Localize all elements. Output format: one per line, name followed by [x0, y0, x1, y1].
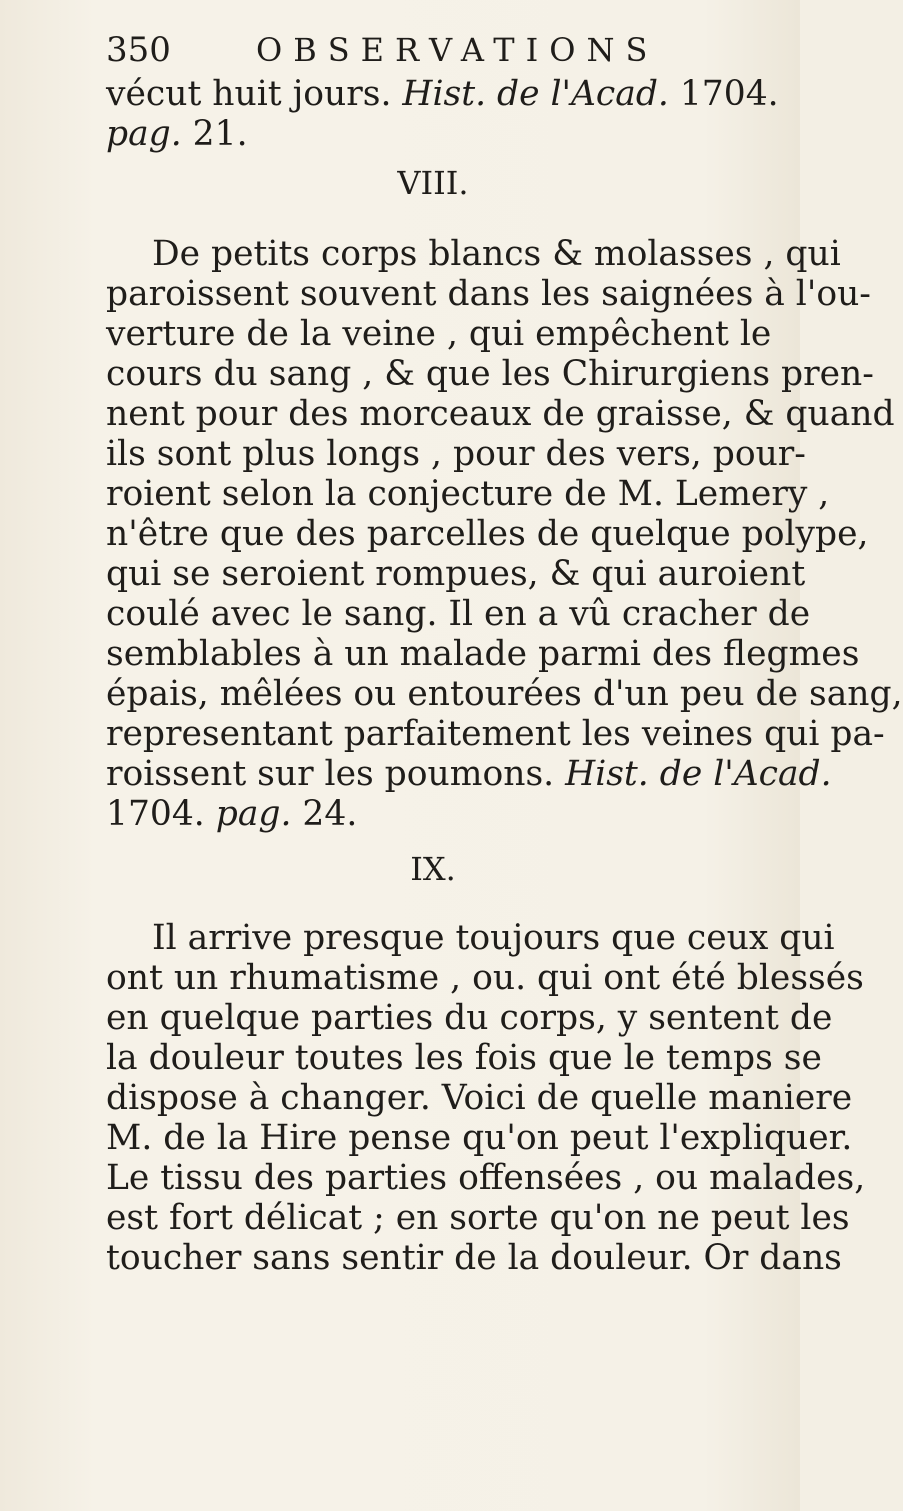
paragraph-line: dispose à changer. Voici de quelle maniere	[106, 1078, 853, 1118]
paragraph-line: paroissent souvent dans les saignées à l'ou-	[106, 274, 871, 314]
paragraph-line: ils sont plus longs , pour des vers, pour-	[106, 434, 806, 474]
paragraph-line: toucher sans sentir de la douleur. Or dans	[106, 1238, 842, 1278]
page-number: 350	[106, 30, 171, 70]
text-span: 1704.	[106, 794, 216, 834]
section-viii-body	[106, 234, 903, 834]
text-span: vécut huit jours.	[106, 74, 403, 114]
paragraph-line: Le tissu des parties offensées , ou malades,	[106, 1158, 866, 1198]
paragraph-line: est fort délicat ; en sorte qu'on ne peut les	[106, 1198, 850, 1238]
reference-italic: pag.	[215, 794, 292, 834]
paragraph-line: la douleur toutes les fois que le temps se	[106, 1038, 822, 1078]
paragraph-line: verture de la veine , qui empêchent le	[106, 314, 772, 354]
running-title: OBSERVATIONS	[256, 31, 659, 69]
paragraph-line: De petits corps blancs & molasses , qui	[152, 234, 841, 274]
paragraph-line: semblables à un malade parmi des flegmes	[106, 634, 860, 674]
paragraph-line	[106, 754, 832, 794]
paragraph-line: épais, mêlées ou entourées d'un peu de sang,	[106, 674, 903, 714]
paragraph-line: Il arrive presque toujours que ceux qui	[152, 918, 835, 958]
text-span: 1704.	[668, 74, 779, 114]
paragraph-line	[106, 794, 760, 834]
text-line	[106, 114, 760, 154]
paragraph-line: nent pour des morceaux de graisse, & quand	[106, 394, 895, 434]
section-heading-ix: IX.	[410, 850, 456, 888]
reference-italic: Hist. de l'Acad.	[565, 754, 832, 794]
reference-italic: pag.	[106, 114, 182, 154]
paragraph-line: roient selon la conjecture de M. Lemery ,	[106, 474, 830, 514]
reference-italic: Hist. de l'Acad.	[402, 74, 669, 114]
section-heading-viii: VIII.	[397, 164, 469, 202]
paragraph-line: en quelque parties du corps, y sentent de	[106, 998, 833, 1038]
paragraph-line: cours du sang , & que les Chirurgiens pren-	[106, 354, 874, 394]
running-head	[106, 30, 760, 74]
text-span: 21.	[181, 114, 248, 154]
paragraph-line: n'être que des parcelles de quelque polype,	[106, 514, 869, 554]
paragraph-line: coulé avec le sang. Il en a vû cracher de	[106, 594, 811, 634]
paragraph-line: ont un rhumatisme , ou. qui ont été blessés	[106, 958, 864, 998]
paragraph-line: representant parfaitement les veines qui pa-	[106, 714, 885, 754]
text-span: roissent sur les poumons.	[106, 754, 566, 794]
paragraph-line: qui se seroient rompues, & qui auroient	[106, 554, 806, 594]
section-ix-body	[106, 918, 866, 1278]
paragraph-line: M. de la Hire pense qu'on peut l'expliquer.	[106, 1118, 853, 1158]
text-span: 24.	[291, 794, 358, 834]
text-line	[106, 74, 779, 114]
